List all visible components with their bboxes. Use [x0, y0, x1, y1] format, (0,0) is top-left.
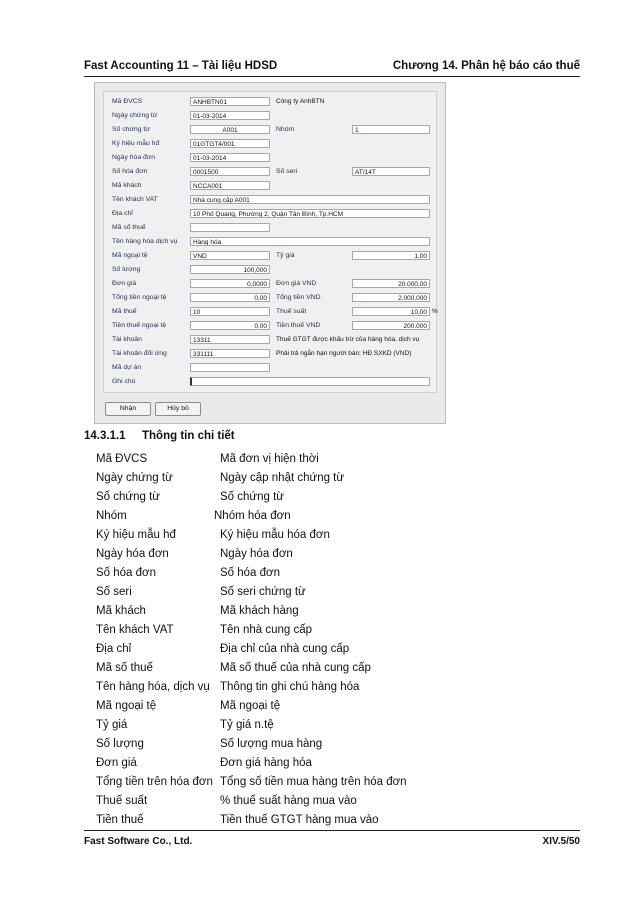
tien-thue-nt-field[interactable]: 0,00 [190, 321, 270, 330]
don-gia-vnd-label: Đơn giá VND [276, 280, 317, 287]
so-seri-label: Số seri [276, 168, 298, 175]
header-chapter: Chương 14. Phân hệ báo cáo thuế [392, 60, 580, 72]
ten-khach-label: Tên khách VAT [112, 196, 158, 203]
tong-tien-vnd-field[interactable]: 2.000.000 [352, 293, 430, 302]
section-heading [84, 430, 235, 442]
tong-tien-nt-label: Tổng tiền ngoại tệ [112, 294, 167, 301]
so-hd-field[interactable]: 0001500 [190, 167, 270, 176]
thue-suat-label: Thuế suất [276, 308, 307, 315]
ma-so-thue-label: Mã số thuế [112, 224, 146, 231]
ma-du-an-label: Mã dự án [112, 364, 142, 371]
don-gia-field[interactable]: 0,0000 [190, 279, 270, 288]
ghi-chu-field[interactable] [190, 377, 430, 386]
tai-khoan-label: Tài khoản [112, 336, 142, 343]
ma-dvcs-label: Mã ĐVCS [112, 98, 143, 105]
so-hd-label: Số hóa đơn [112, 168, 148, 175]
ten-hang-label: Tên hàng hóa dịch vụ [112, 238, 178, 245]
so-luong-field[interactable]: 100,000 [190, 265, 270, 274]
ghi-chu-label: Ghi chú [112, 378, 136, 385]
ngay-ct-label: Ngày chứng từ [112, 112, 158, 119]
nhom-label: Nhóm [276, 126, 295, 133]
tk-doi-ung-desc: Phải trả ngắn hạn người bán: HĐ SXKD (VND) [276, 350, 412, 357]
ma-nt-label: Mã ngoại tệ [112, 252, 148, 259]
tk-doi-ung-label: Tài khoản đối ứng [112, 350, 167, 357]
ty-gia-label: Tỷ giá [276, 252, 295, 259]
don-gia-vnd-field[interactable]: 20.000,00 [352, 279, 430, 288]
nhom-field[interactable]: 1 [352, 125, 430, 134]
cancel-button[interactable]: Hủy bỏ [155, 402, 201, 416]
tien-thue-vnd-field[interactable]: 200.000 [352, 321, 430, 330]
ngay-ct-field[interactable]: 01-03-2014 [190, 111, 270, 120]
ty-gia-field[interactable]: 1,00 [352, 251, 430, 260]
ma-khach-label: Mã khách [112, 182, 142, 189]
thue-suat-unit: % [432, 308, 438, 315]
so-luong-label: Số lượng [112, 266, 141, 273]
tong-tien-nt-field[interactable]: 0,00 [190, 293, 270, 302]
footer-page-number: XIV.5/50 [542, 836, 580, 847]
tien-thue-nt-label: Tiền thuế ngoại tệ [112, 322, 167, 329]
don-gia-label: Đơn giá [112, 280, 137, 287]
ma-nt-field[interactable]: VND [190, 251, 270, 260]
ten-hang-field[interactable]: Hàng hóa [190, 237, 430, 246]
ky-hieu-label: Ký hiệu mẫu hđ [112, 140, 160, 147]
ky-hieu-field[interactable]: 01GTGT4/001 [190, 139, 270, 148]
section-title: Thông tin chi tiết [142, 430, 235, 442]
so-ct-field[interactable]: A001 [190, 125, 270, 134]
ma-so-thue-field[interactable] [190, 223, 270, 232]
tai-khoan-field[interactable]: 13311 [190, 335, 270, 344]
ma-khach-field[interactable]: NCCA001 [190, 181, 270, 190]
so-seri-field[interactable]: AT/14T [352, 167, 430, 176]
tien-thue-vnd-label: Tiền thuế VND [276, 322, 321, 329]
footer-company: Fast Software Co., Ltd. [84, 836, 193, 847]
invoice-dialog [94, 82, 446, 424]
dia-chi-label: Địa chỉ [112, 210, 133, 217]
ngay-hd-field[interactable]: 01-03-2014 [190, 153, 270, 162]
tai-khoan-desc: Thuế GTGT được khấu trừ của hàng hóa, dịch vụ [276, 336, 420, 343]
dialog-form-area [103, 91, 437, 393]
ma-dvcs-desc: Công ty AnhBTN [276, 98, 325, 105]
header-divider [84, 76, 580, 77]
tk-doi-ung-field[interactable]: 331111 [190, 349, 270, 358]
ngay-hd-label: Ngày hóa đơn [112, 154, 156, 161]
thue-suat-field[interactable]: 10,00 [352, 307, 430, 316]
ma-thue-field[interactable]: 10 [190, 307, 270, 316]
footer-divider [84, 830, 580, 831]
tong-tien-vnd-label: Tổng tiền VND [276, 294, 321, 301]
ma-du-an-field[interactable] [190, 363, 270, 372]
section-number: 14.3.1.1 [84, 430, 126, 442]
ten-khach-field[interactable]: Nhà cung cấp A001 [190, 195, 430, 204]
so-ct-label: Số chứng từ [112, 126, 150, 133]
ok-button[interactable]: Nhận [105, 402, 151, 416]
ma-dvcs-field[interactable]: ANHBTN01 [190, 97, 270, 106]
dia-chi-field[interactable]: 10 Phố Quang, Phường 2, Quận Tân Bình, Tp.HCM [190, 209, 430, 218]
ma-thue-label: Mã thuế [112, 308, 137, 315]
header-title: Fast Accounting 11 – Tài liệu HDSD [84, 60, 278, 72]
